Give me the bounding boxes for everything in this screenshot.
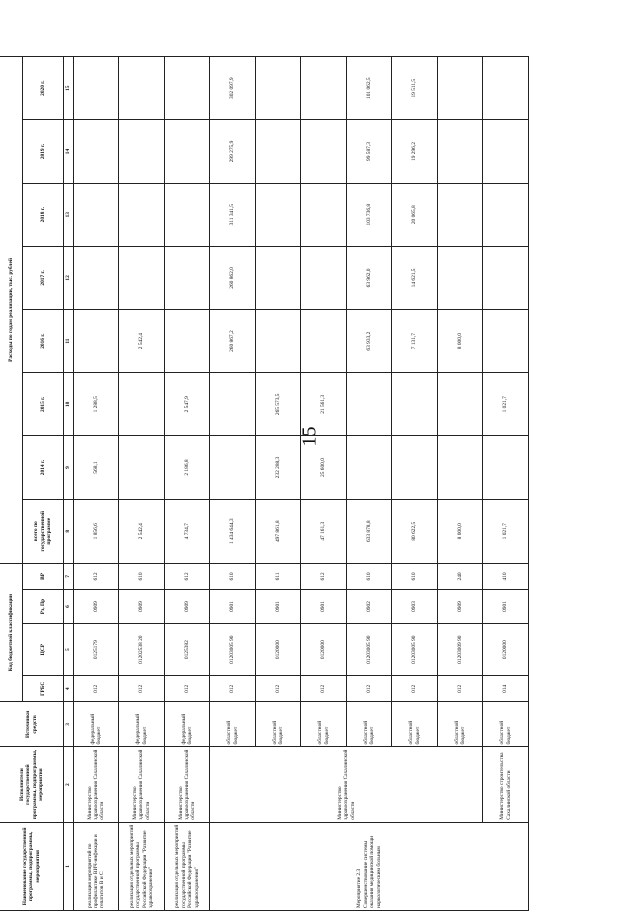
row-cell-grbs: 012 [301,676,347,702]
row-cell-y2015 [437,373,483,436]
row-cell-y2014: 568,1 [73,436,119,499]
row-cell-total: 80 622,5 [392,499,438,563]
row-cell-y2018 [119,183,165,246]
row-cell-y2014: 2 186,8 [164,436,210,499]
row-source: областной бюджет [392,702,438,747]
row-cell-y2018: 103 736,8 [346,183,392,246]
row-cell-total: 1 434 644,3 [210,499,256,563]
header-total: всего по государственной программе [22,499,63,563]
row-cell-y2014: 25 600,0 [301,436,347,499]
row-cell-total: 1 856,6 [73,499,119,563]
row-cell-y2016: 260 867,2 [210,310,256,373]
header-grbs: ГРБС [22,676,63,702]
row-cell-y2019 [301,120,347,183]
row-cell-y2015: 1 021,7 [483,373,529,436]
row-cell-vr: 612 [73,563,119,589]
column-number: 8 [64,499,74,563]
column-number: 13 [64,183,74,246]
header-vr: ВР [22,563,63,589]
budget-table [0,56,529,911]
row-cell-y2019: 299 275,9 [210,120,256,183]
row-cell-y2015 [346,373,392,436]
row-cell-rzpr: 0901 [210,589,256,623]
row-cell-csr: 01203009 90 [437,624,483,676]
row-cell-grbs: 012 [346,676,392,702]
row-cell-csr: 01203005 90 [346,624,392,676]
row-cell-y2020 [255,57,301,120]
column-number: 14 [64,120,74,183]
row-cell-y2018: 20 065,8 [392,183,438,246]
row-cell-y2019 [119,120,165,183]
header-year: 2015 г. [22,373,63,436]
row-cell-y2020: 19 511,5 [392,57,438,120]
row-cell-y2016: 8 000,0 [437,310,483,373]
row-cell-csr: 01203005 90 [392,624,438,676]
row-cell-y2017 [119,246,165,309]
row-cell-y2014 [437,436,483,499]
row-cell-y2019: 19 296,2 [392,120,438,183]
row-name: реализация отдельных мероприятий государственной программы Российской Федерации "Развитие здравоохранения" [164,822,210,910]
row-cell-total: 497 861,8 [255,499,301,563]
header-year: 2020 г. [22,57,63,120]
row-cell-y2019: 99 587,3 [346,120,392,183]
row-cell-y2020: 302 097,9 [210,57,256,120]
row-executor: Министерство здравоохранения Сахалинской области [73,747,119,822]
event-executor: Министерство здравоохранения Сахалинской области [210,747,483,822]
row-cell-vr: 610 [392,563,438,589]
table-body [73,57,528,911]
row-cell-rzpr: 0909 [73,589,119,623]
header-budget-class: Код бюджетной классификации [0,563,22,701]
row-cell-y2017 [301,246,347,309]
row-cell-vr: 611 [255,563,301,589]
row-cell-grbs: 012 [437,676,483,702]
header-year: 2014 г. [22,436,63,499]
row-cell-y2020 [483,57,529,120]
row-cell-grbs: 012 [73,676,119,702]
row-cell-csr: 0120000 [483,624,529,676]
row-cell-y2016: 7 131,7 [392,310,438,373]
row-cell-grbs: 012 [164,676,210,702]
row-source: областной бюджет [483,702,529,747]
row-cell-vr: 612 [164,563,210,589]
row-cell-y2020 [301,57,347,120]
row-cell-y2016 [301,310,347,373]
row-cell-rzpr: 0901 [483,589,529,623]
row-cell-y2019 [483,120,529,183]
header-source: Источники средств [0,702,64,747]
row-source: федеральный бюджет [164,702,210,747]
page-number: 15 [298,426,321,447]
row-cell-y2019 [255,120,301,183]
column-number: 7 [64,563,74,589]
column-number: 1 [64,822,74,910]
row-cell-total: 47 161,3 [301,499,347,563]
row-cell-y2020 [119,57,165,120]
row-cell-grbs: 012 [210,676,256,702]
row-cell-y2019 [73,120,119,183]
row-cell-y2016 [255,310,301,373]
row-cell-vr: 410 [483,563,529,589]
row-cell-y2019 [164,120,210,183]
row-source: областной бюджет [255,702,301,747]
row-cell-vr: 240 [437,563,483,589]
row-cell-rzpr: 0902 [346,589,392,623]
column-number: 10 [64,373,74,436]
row-cell-y2017 [73,246,119,309]
row-cell-rzpr: 0901 [255,589,301,623]
row-source: областной бюджет [301,702,347,747]
row-cell-y2014 [346,436,392,499]
row-cell-y2020 [164,57,210,120]
header-rzpr: Рз, Пр [22,589,63,623]
row-cell-y2018 [164,183,210,246]
row-cell-vr: 610 [210,563,256,589]
row-cell-rzpr: 0901 [301,589,347,623]
row-cell-grbs: 012 [392,676,438,702]
column-number: 4 [64,676,74,702]
column-number: 12 [64,246,74,309]
table-row [483,57,529,911]
row-source: областной бюджет [437,702,483,747]
row-cell-rzpr: 0909 [119,589,165,623]
rotated-table-container [0,56,529,911]
row-cell-y2019 [437,120,483,183]
row-cell-y2017: 260 862,0 [210,246,256,309]
header-year: 2017 г. [22,246,63,309]
row-cell-y2018 [437,183,483,246]
row-cell-y2018 [301,183,347,246]
row-cell-rzpr: 0909 [437,589,483,623]
row-cell-y2020 [73,57,119,120]
table-row [73,57,119,911]
row-cell-y2017: 14 621,5 [392,246,438,309]
row-name: реализация мероприятий по профилактике ВИЧ-инфекции и гепатитов В и С [73,822,119,910]
row-cell-total: 633 878,8 [346,499,392,563]
row-cell-y2017 [437,246,483,309]
header-csr: ЦСР [22,624,63,676]
row-cell-y2015: 265 573,5 [255,373,301,436]
row-cell-y2018 [73,183,119,246]
row-cell-csr: 0125179 [73,624,119,676]
row-source: федеральный бюджет [73,702,119,747]
row-executor: Министерство здравоохранения Сахалинской области [164,747,210,822]
column-number: 3 [64,702,74,747]
header-name: Наименование государственной программы, подпрограммы, мероприятия [0,822,64,910]
row-cell-total: 4 734,7 [164,499,210,563]
row-cell-y2020 [437,57,483,120]
row-cell-total: 8 000,0 [437,499,483,563]
row-source: федеральный бюджет [119,702,165,747]
row-cell-grbs: 014 [483,676,529,702]
row-cell-csr: 0125382 [164,624,210,676]
column-number: 5 [64,624,74,676]
row-cell-y2016 [483,310,529,373]
row-cell-csr: 0120000 [255,624,301,676]
row-cell-y2015: 21 561,3 [301,373,347,436]
row-cell-y2017 [483,246,529,309]
row-cell-csr: 01203005 90 [210,624,256,676]
row-cell-y2018: 311 341,5 [210,183,256,246]
column-number: 2 [64,747,74,822]
header-year: 2016 г. [22,310,63,373]
row-cell-y2017 [255,246,301,309]
row-cell-y2014: 232 288,3 [255,436,301,499]
row-cell-y2015 [119,373,165,436]
column-number: 9 [64,436,74,499]
row-cell-total: 1 021,7 [483,499,529,563]
row-cell-y2015 [392,373,438,436]
row-cell-y2020: 101 062,5 [346,57,392,120]
event-name: Мероприятие 2.3 Совершенствование системы оказания медицинской помощи наркологическим больным [210,822,529,910]
table-row [164,57,210,911]
row-cell-y2016 [73,310,119,373]
row-executor: Министерство здравоохранения Сахалинской области [119,747,165,822]
row-cell-y2015: 2 547,9 [164,373,210,436]
row-cell-y2018 [483,183,529,246]
row-cell-csr: 01202538 20 [119,624,165,676]
header-year: 2019 г. [22,120,63,183]
row-cell-rzpr: 0909 [164,589,210,623]
row-cell-y2014 [119,436,165,499]
column-number: 15 [64,57,74,120]
row-cell-vr: 610 [346,563,392,589]
header-expenses: Расходы по годам реализации, тыс. рублей [0,57,22,564]
row-cell-y2018 [255,183,301,246]
table-row [119,57,165,911]
table-row [210,57,256,911]
row-cell-y2016 [164,310,210,373]
column-number: 11 [64,310,74,373]
row-cell-y2015 [210,373,256,436]
row-cell-y2014 [483,436,529,499]
row-cell-vr: 612 [301,563,347,589]
row-cell-grbs: 012 [255,676,301,702]
header-executor: Исполнители государственной программы, подпрограммы, мероприятия [0,747,64,822]
row-source: областной бюджет [210,702,256,747]
column-number: 6 [64,589,74,623]
row-cell-y2017 [164,246,210,309]
row-source: областной бюджет [346,702,392,747]
row-cell-y2014 [210,436,256,499]
row-cell-y2017: 63 962,0 [346,246,392,309]
row-executor: Министерство строительства Сахалинской области [483,747,529,822]
row-cell-total: 2 542,4 [119,499,165,563]
row-cell-y2014 [392,436,438,499]
row-cell-vr: 610 [119,563,165,589]
row-cell-rzpr: 0903 [392,589,438,623]
row-cell-y2015: 1 288,5 [73,373,119,436]
row-cell-grbs: 012 [119,676,165,702]
header-year: 2018 г. [22,183,63,246]
row-cell-y2016: 2 542,4 [119,310,165,373]
row-cell-y2016: 63 933,2 [346,310,392,373]
row-name: реализация отдельных мероприятий государственной программы Российской Федерации "Развитие здравоохранения" [119,822,165,910]
row-cell-csr: 0120000 [301,624,347,676]
